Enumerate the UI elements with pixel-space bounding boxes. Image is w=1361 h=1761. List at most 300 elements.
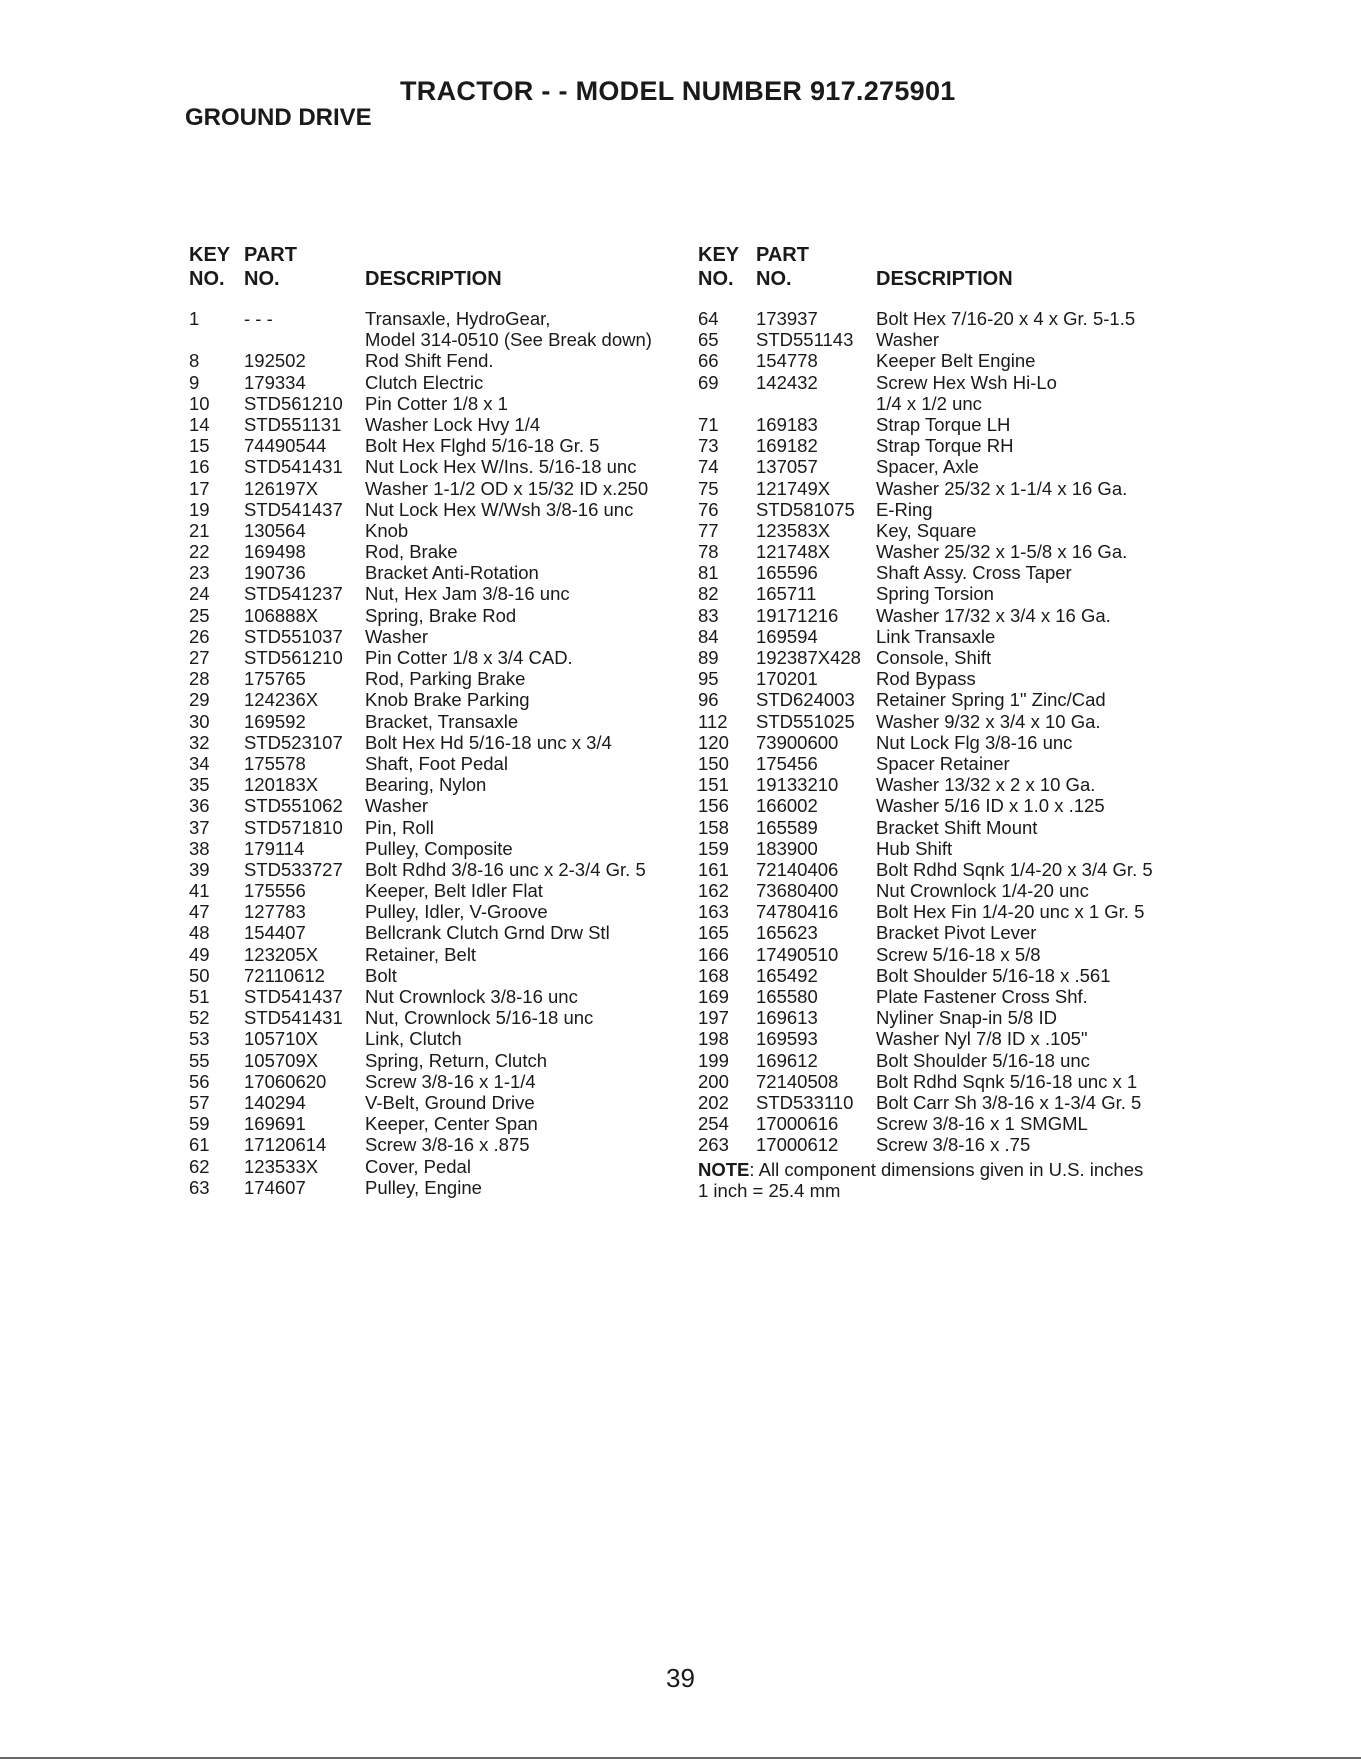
- table-row: [698, 435, 1143, 456]
- section-title: GROUND DRIVE: [185, 104, 372, 131]
- part-number: 19171216: [756, 604, 839, 626]
- key-number: 84: [698, 625, 719, 647]
- key-number: 21: [189, 519, 210, 541]
- key-number: 23: [189, 562, 210, 584]
- part-description: Washer 25/32 x 1-5/8 x 16 Ga.: [876, 541, 1128, 563]
- part-number: 74780416: [756, 901, 839, 923]
- key-number: 39: [189, 858, 210, 880]
- part-description: Knob Brake Parking: [365, 689, 530, 711]
- key-number: 199: [698, 1049, 729, 1071]
- part-number: STD624003: [756, 689, 855, 711]
- part-description: Hub Shift: [876, 837, 953, 859]
- key-number: 165: [698, 922, 729, 944]
- part-number: 175765: [244, 668, 306, 690]
- part-description: Spring, Return, Clutch: [365, 1049, 548, 1071]
- part-number: STD551025: [756, 710, 855, 732]
- part-number: 169691: [244, 1113, 306, 1135]
- table-row: [698, 605, 1143, 626]
- table-row: [698, 795, 1143, 816]
- key-number: 75: [698, 477, 719, 499]
- key-number: 49: [189, 943, 210, 965]
- table-row: [698, 753, 1143, 774]
- table-row: [698, 732, 1143, 753]
- key-number: 197: [698, 1007, 729, 1029]
- description-header: DESCRIPTION: [365, 268, 502, 290]
- table-row: [698, 329, 1143, 350]
- table-row: [698, 1092, 1143, 1113]
- key-number: 162: [698, 880, 729, 902]
- key-number: 62: [189, 1155, 210, 1177]
- table-row: [698, 944, 1143, 965]
- key-number: 34: [189, 752, 210, 774]
- key-number: 120: [698, 731, 729, 753]
- table-row: [698, 880, 1143, 901]
- table-row: [698, 393, 1143, 414]
- part-number: 175578: [244, 752, 306, 774]
- part-number: 165589: [756, 816, 818, 838]
- key-number: 29: [189, 689, 210, 711]
- key-number: 158: [698, 816, 729, 838]
- part-description: Bracket Anti-Rotation: [365, 562, 539, 584]
- part-description: Strap Torque LH: [876, 413, 1011, 435]
- note-text: : All component dimensions given in U.S. inches: [749, 1158, 1144, 1180]
- key-number: 8: [189, 350, 200, 372]
- key-number: 1: [189, 308, 200, 329]
- part-description: Console, Shift: [876, 647, 992, 668]
- part-description: V-Belt, Ground Drive: [365, 1091, 535, 1113]
- key-number: 26: [189, 625, 210, 647]
- part-number: 142432: [756, 371, 818, 393]
- part-number: 105710X: [244, 1028, 319, 1050]
- part-description: Nut Crownlock 3/8-16 unc: [365, 986, 578, 1007]
- part-number: STD551062: [244, 795, 343, 817]
- part-description: Clutch Electric: [365, 371, 484, 393]
- key-number: 78: [698, 541, 719, 563]
- part-description: Bracket Pivot Lever: [876, 922, 1037, 944]
- part-number: 73680400: [756, 880, 839, 902]
- part-header-top: PART: [756, 244, 809, 266]
- part-description: Keeper, Center Span: [365, 1113, 538, 1135]
- part-description: Transaxle, HydroGear,: [365, 308, 551, 329]
- key-number: 10: [189, 392, 210, 414]
- part-description: Keeper Belt Engine: [876, 350, 1036, 372]
- part-description: Retainer, Belt: [365, 943, 477, 965]
- key-header-top: KEY: [698, 244, 740, 266]
- part-description: Strap Torque RH: [876, 435, 1014, 457]
- part-description: Bolt: [365, 964, 397, 986]
- table-row: [698, 1050, 1143, 1071]
- part-description: Screw 3/8-16 x 1-1/4: [365, 1070, 536, 1092]
- part-description: Washer Lock Hvy 1/4: [365, 413, 541, 435]
- key-number: 24: [189, 583, 210, 605]
- key-number: 73: [698, 435, 719, 457]
- part-description: Pin, Roll: [365, 816, 434, 838]
- part-description: Screw 5/16-18 x 5/8: [876, 943, 1041, 965]
- part-number: 165623: [756, 922, 818, 944]
- key-number: 30: [189, 710, 210, 732]
- key-number: 159: [698, 837, 729, 859]
- part-number: 169182: [756, 435, 818, 457]
- table-row: [698, 668, 1143, 689]
- key-number: 151: [698, 774, 729, 796]
- table-row: [698, 1007, 1143, 1028]
- part-description: Key, Square: [876, 519, 977, 541]
- part-number: STD561210: [244, 647, 343, 668]
- table-row: [698, 626, 1143, 647]
- table-row: [698, 372, 1143, 393]
- part-description: Screw 3/8-16 x .75: [876, 1134, 1031, 1156]
- key-number: 169: [698, 986, 729, 1007]
- part-description: Bearing, Nylon: [365, 774, 487, 796]
- key-number: 163: [698, 901, 729, 923]
- part-description: Bracket, Transaxle: [365, 710, 519, 732]
- key-number: 95: [698, 668, 719, 690]
- part-description: Washer: [876, 329, 940, 351]
- part-number: 17490510: [756, 943, 839, 965]
- key-number: 15: [189, 435, 210, 457]
- part-number: 121749X: [756, 477, 831, 499]
- key-number: 202: [698, 1091, 729, 1113]
- part-number: 121748X: [756, 541, 831, 563]
- part-number: 169183: [756, 413, 818, 435]
- part-number: 124236X: [244, 689, 319, 711]
- table-row: [698, 478, 1143, 499]
- key-number: 28: [189, 668, 210, 690]
- key-number: 32: [189, 731, 210, 753]
- key-number: 168: [698, 964, 729, 986]
- page-number: 39: [666, 1663, 695, 1693]
- part-description: Screw 3/8-16 x .875: [365, 1134, 530, 1156]
- key-number: 52: [189, 1007, 210, 1029]
- part-number: STD561210: [244, 392, 343, 414]
- part-description: Shaft, Foot Pedal: [365, 752, 508, 774]
- part-description: Washer 9/32 x 3/4 x 10 Ga.: [876, 710, 1101, 732]
- part-description: Spring Torsion: [876, 583, 994, 605]
- part-description: Bolt Shoulder 5/16-18 x .561: [876, 964, 1111, 986]
- part-description: Bolt Hex Hd 5/16-18 unc x 3/4: [365, 731, 612, 753]
- part-number: STD541437: [244, 986, 343, 1007]
- bottom-rule: [0, 1757, 1361, 1759]
- part-description: Bolt Rdhd Sqnk 1/4-20 x 3/4 Gr. 5: [876, 858, 1153, 880]
- key-number: 198: [698, 1028, 729, 1050]
- part-description: Rod Shift Fend.: [365, 350, 494, 372]
- table-row: [698, 1134, 1143, 1155]
- part-number: 72140508: [756, 1070, 839, 1092]
- key-number: 200: [698, 1070, 729, 1092]
- key-number: 16: [189, 456, 210, 478]
- part-number: STD581075: [756, 498, 855, 520]
- key-number: 57: [189, 1091, 210, 1113]
- part-description: Cover, Pedal: [365, 1155, 471, 1177]
- part-description: Nut Crownlock 1/4-20 unc: [876, 880, 1089, 902]
- part-description: Link Transaxle: [876, 625, 996, 647]
- key-number: 51: [189, 986, 210, 1007]
- key-number: 112: [698, 710, 728, 732]
- part-number: 169593: [756, 1028, 818, 1050]
- part-description: Washer 25/32 x 1-1/4 x 16 Ga.: [876, 477, 1128, 499]
- part-number: 72140406: [756, 858, 839, 880]
- page-title: TRACTOR - - MODEL NUMBER 917.275901: [400, 76, 956, 106]
- table-row: [698, 711, 1143, 732]
- key-number: 81: [698, 562, 719, 584]
- key-header-bottom: NO.: [698, 268, 734, 290]
- part-description: Keeper, Belt Idler Flat: [365, 880, 543, 902]
- note: [698, 1159, 1143, 1180]
- part-description: Retainer Spring 1" Zinc/Cad: [876, 689, 1106, 711]
- key-number: 27: [189, 647, 210, 668]
- table-row: [698, 499, 1143, 520]
- part-number: 106888X: [244, 604, 319, 626]
- key-number: 166: [698, 943, 729, 965]
- table-row: [698, 774, 1143, 795]
- key-number: 77: [698, 519, 719, 541]
- part-number: 140294: [244, 1091, 306, 1113]
- part-description: Nut Lock Hex W/Wsh 3/8-16 unc: [365, 498, 634, 520]
- table-row: [698, 689, 1143, 710]
- key-number: 83: [698, 604, 719, 626]
- part-description: Nut Lock Hex W/Ins. 5/16-18 unc: [365, 456, 637, 478]
- part-number: - - -: [244, 308, 273, 329]
- key-number: 9: [189, 371, 200, 393]
- key-number: 59: [189, 1113, 210, 1135]
- part-number: STD551131: [244, 413, 342, 435]
- key-number: 82: [698, 583, 719, 605]
- part-description: Rod Bypass: [876, 668, 976, 690]
- part-description: 1/4 x 1/2 unc: [876, 392, 982, 414]
- part-description: Bolt Hex 7/16-20 x 4 x Gr. 5-1.5: [876, 308, 1136, 329]
- part-header-bottom: NO.: [756, 268, 792, 290]
- key-number: 25: [189, 604, 210, 626]
- part-description: Model 314-0510 (See Break down): [365, 329, 652, 351]
- key-header-bottom: NO.: [189, 268, 225, 290]
- part-description: Nut Lock Flg 3/8-16 unc: [876, 731, 1073, 753]
- key-number: 74: [698, 456, 719, 478]
- part-number: 17000612: [756, 1134, 839, 1156]
- table-row: [698, 1113, 1143, 1134]
- part-description: Pulley, Idler, V-Groove: [365, 901, 548, 923]
- part-number: STD541431: [244, 456, 343, 478]
- table-row: [698, 350, 1143, 371]
- part-number: STD523107: [244, 731, 343, 753]
- part-number: 123583X: [756, 519, 831, 541]
- key-number: 263: [698, 1134, 729, 1156]
- key-number: 50: [189, 964, 210, 986]
- table-row: [698, 562, 1143, 583]
- key-number: 36: [189, 795, 210, 817]
- part-header-top: PART: [244, 244, 297, 266]
- part-number: 19133210: [756, 774, 839, 796]
- part-description: Washer: [365, 795, 429, 817]
- part-number: 169612: [756, 1049, 818, 1071]
- part-number: 73900600: [756, 731, 839, 753]
- part-number: 190736: [244, 562, 306, 584]
- part-description: Washer 1-1/2 OD x 15/32 ID x.250: [365, 477, 649, 499]
- part-number: 17060620: [244, 1070, 327, 1092]
- part-description: Spacer Retainer: [876, 752, 1010, 774]
- part-number: STD541437: [244, 498, 343, 520]
- description-header: DESCRIPTION: [876, 268, 1013, 290]
- table-row: [698, 858, 1153, 880]
- part-description: Bolt Carr Sh 3/8-16 x 1-3/4 Gr. 5: [876, 1091, 1142, 1113]
- part-description: Nyliner Snap-in 5/8 ID: [876, 1007, 1057, 1029]
- table-row: [698, 541, 1143, 562]
- table-row: [698, 922, 1143, 943]
- key-number: 64: [698, 308, 719, 329]
- table-row: [698, 901, 1143, 922]
- key-number: 19: [189, 498, 210, 520]
- note-label: NOTE: [698, 1158, 750, 1180]
- part-number: STD541237: [244, 583, 343, 605]
- key-number: 161: [698, 858, 729, 880]
- part-description: Plate Fastener Cross Shf.: [876, 986, 1088, 1007]
- key-number: 38: [189, 837, 210, 859]
- part-number: 120183X: [244, 774, 319, 796]
- part-description: Knob: [365, 519, 409, 541]
- note-conversion: 1 inch = 25.4 mm: [698, 1179, 841, 1201]
- part-description: Spring, Brake Rod: [365, 604, 517, 626]
- part-number: 127783: [244, 901, 306, 923]
- part-number: STD533110: [756, 1091, 854, 1113]
- table-row: [698, 965, 1143, 986]
- key-number: 56: [189, 1070, 210, 1092]
- part-description: Spacer, Axle: [876, 456, 979, 478]
- key-number: 254: [698, 1113, 729, 1135]
- part-number: 165596: [756, 562, 818, 584]
- table-row: [698, 520, 1143, 541]
- key-number: 156: [698, 795, 729, 817]
- key-number: 61: [189, 1134, 210, 1156]
- parts-table-right: [698, 243, 1153, 1201]
- part-number: 130564: [244, 519, 306, 541]
- part-number: STD533727: [244, 858, 343, 880]
- part-description: Washer 17/32 x 3/4 x 16 Ga.: [876, 604, 1111, 626]
- part-description: Pulley, Engine: [365, 1176, 482, 1198]
- key-number: 17: [189, 477, 210, 499]
- part-number: 169613: [756, 1007, 818, 1029]
- part-description: Screw 3/8-16 x 1 SMGML: [876, 1113, 1088, 1135]
- table-body: [698, 308, 1153, 1156]
- part-number: 170201: [756, 668, 818, 690]
- part-description: Washer 13/32 x 2 x 10 Ga.: [876, 774, 1096, 796]
- key-number: 35: [189, 774, 210, 796]
- part-number: STD551037: [244, 625, 343, 647]
- part-number: 174607: [244, 1176, 306, 1198]
- part-number: 183900: [756, 837, 818, 859]
- part-number: 166002: [756, 795, 818, 817]
- table-row: [698, 1071, 1143, 1092]
- part-number: 175556: [244, 880, 306, 902]
- table-row: [698, 817, 1143, 838]
- part-number: 169498: [244, 541, 306, 563]
- part-description: Shaft Assy. Cross Taper: [876, 562, 1072, 584]
- part-number: 154778: [756, 350, 818, 372]
- part-description: Pulley, Composite: [365, 837, 513, 859]
- part-number: 137057: [756, 456, 818, 478]
- part-header-bottom: NO.: [244, 268, 280, 290]
- key-number: 71: [698, 413, 719, 435]
- part-description: Bellcrank Clutch Grnd Drw Stl: [365, 922, 610, 944]
- part-number: 123205X: [244, 943, 319, 965]
- part-description: Rod, Parking Brake: [365, 668, 526, 690]
- part-number: 165580: [756, 986, 818, 1007]
- part-number: 74490544: [244, 435, 327, 457]
- key-number: 89: [698, 647, 719, 668]
- key-number: 63: [189, 1176, 210, 1198]
- part-description: Bolt Hex Fin 1/4-20 unc x 1 Gr. 5: [876, 901, 1145, 923]
- key-number: 65: [698, 329, 719, 351]
- part-description: Washer Nyl 7/8 ID x .105": [876, 1028, 1088, 1050]
- part-description: Nut, Crownlock 5/16-18 unc: [365, 1007, 594, 1029]
- part-description: Bracket Shift Mount: [876, 816, 1038, 838]
- key-number: 76: [698, 498, 719, 520]
- key-number: 47: [189, 901, 210, 923]
- part-description: Bolt Rdhd Sqnk 5/16-18 unc x 1: [876, 1070, 1138, 1092]
- key-number: 96: [698, 689, 719, 711]
- key-number: 66: [698, 350, 719, 372]
- part-description: Nut, Hex Jam 3/8-16 unc: [365, 583, 570, 605]
- part-description: Washer: [365, 625, 429, 647]
- part-number: 169592: [244, 710, 306, 732]
- key-number: 22: [189, 541, 210, 563]
- part-description: Bolt Rdhd 3/8-16 unc x 2-3/4 Gr. 5: [365, 858, 646, 880]
- part-description: Rod, Brake: [365, 541, 458, 563]
- key-number: 41: [189, 880, 210, 902]
- table-row: [698, 838, 1143, 859]
- table-row: [698, 986, 1143, 1007]
- part-number: STD571810: [244, 816, 343, 838]
- part-number: STD551143: [756, 329, 854, 351]
- part-description: Link, Clutch: [365, 1028, 462, 1050]
- part-description: Screw Hex Wsh Hi-Lo: [876, 371, 1057, 393]
- part-number: 126197X: [244, 477, 319, 499]
- table-row: [698, 647, 1143, 668]
- part-number: 154407: [244, 922, 306, 944]
- key-number: 53: [189, 1028, 210, 1050]
- part-number: 192387X428: [756, 647, 861, 668]
- table-header: [698, 243, 1143, 291]
- part-description: Bolt Shoulder 5/16-18 unc: [876, 1049, 1090, 1071]
- key-number: 14: [189, 413, 210, 435]
- part-number: 192502: [244, 350, 306, 372]
- table-row: [698, 583, 1143, 604]
- key-number: 48: [189, 922, 210, 944]
- part-number: 165711: [756, 583, 817, 605]
- key-header-top: KEY: [189, 244, 231, 266]
- table-row: [698, 456, 1143, 477]
- part-number: 173937: [756, 308, 818, 329]
- part-description: Pin Cotter 1/8 x 1: [365, 392, 508, 414]
- key-number: 37: [189, 816, 210, 838]
- part-description: Bolt Hex Flghd 5/16-18 Gr. 5: [365, 435, 600, 457]
- part-number: 175456: [756, 752, 818, 774]
- table-row: [698, 414, 1143, 435]
- part-number: 17120614: [244, 1134, 327, 1156]
- part-description: Washer 5/16 ID x 1.0 x .125: [876, 795, 1105, 817]
- part-number: 169594: [756, 625, 818, 647]
- part-number: 123533X: [244, 1155, 319, 1177]
- key-number: 55: [189, 1049, 210, 1071]
- table-row: [698, 308, 1143, 329]
- part-number: 17000616: [756, 1113, 839, 1135]
- part-number: 165492: [756, 964, 818, 986]
- part-description: Pin Cotter 1/8 x 3/4 CAD.: [365, 647, 573, 668]
- part-number: 72110612: [244, 964, 325, 986]
- part-number: STD541431: [244, 1007, 343, 1029]
- part-number: 105709X: [244, 1049, 319, 1071]
- key-number: 150: [698, 752, 729, 774]
- key-number: 69: [698, 371, 719, 393]
- part-number: 179114: [244, 837, 305, 859]
